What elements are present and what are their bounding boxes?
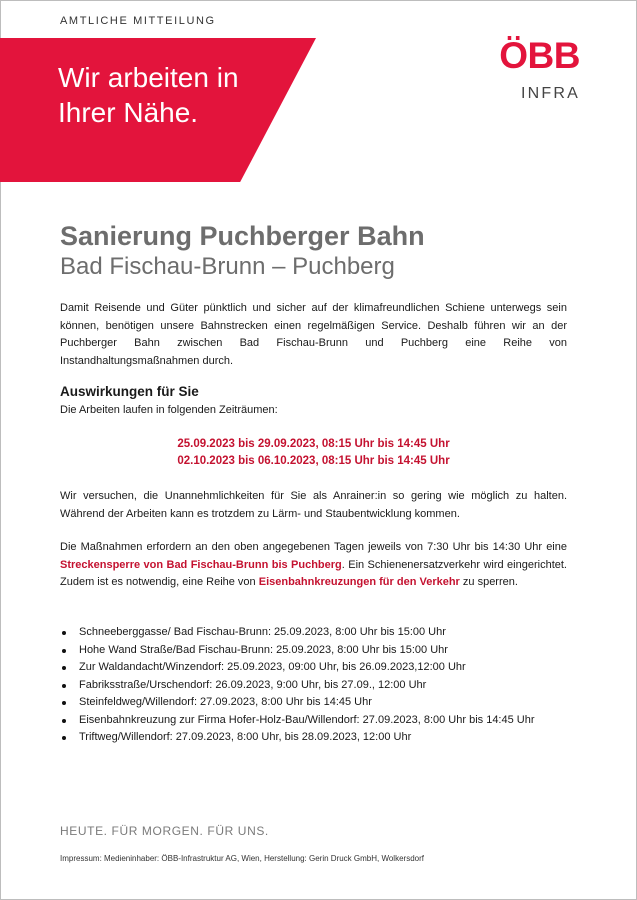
work-period: 02.10.2023 bis 06.10.2023, 08:15 Uhr bis 14:45 Uhr (177, 455, 450, 467)
closure-text: Schneeberggasse/ Bad Fischau-Brunn: 25.09.2023, 8:00 Uhr bis 15:00 Uhr (79, 626, 446, 638)
obb-infra-logo (480, 35, 582, 104)
list-item (60, 694, 570, 712)
work-periods (60, 436, 567, 470)
list-item (60, 624, 570, 642)
logo-wordmark: ÖBB (499, 35, 580, 76)
bullet-icon (62, 701, 66, 705)
bullet-icon (62, 631, 66, 635)
list-item (60, 659, 570, 677)
closure-text: Fabriksstraße/Urschendorf: 26.09.2023, 9:00 Uhr, bis 27.09., 12:00 Uhr (79, 678, 427, 691)
crossings-highlight: Eisenbahnkreuzungen für den Verkehr (258, 576, 460, 588)
bullet-icon (62, 649, 66, 653)
list-item (60, 729, 570, 747)
list-item (60, 642, 570, 660)
measures-paragraph (60, 539, 567, 592)
footer-imprint: Impressum: Medieninhaber: ÖBB-Infrastruktur AG, Wien, Herstellung: Gerin Druck GmbH, Wolkersdorf (60, 854, 424, 863)
hero-title: Wir arbeiten in Ihrer Nähe. (58, 62, 239, 128)
line-closure-highlight: Streckensperre von Bad Fischau-Brunn bis Puchberg (60, 558, 342, 571)
measures-text: zu sperren. (459, 576, 518, 588)
intro-paragraph: Damit Reisende und Güter pünktlich und sicher auf der klimafreundlichen Schiene unterwegs sein können, benötigen unsere Bahnstrecken einen regelmäßigen Service. Deshalb führen wir an der Puchberger Bahn zwischen Bad Fischau-Brunn und Puchberg eine Reihe von Instandhaltungsmaßnahmen durch. (60, 302, 567, 367)
work-period: 25.09.2023 bis 29.09.2023, 08:15 Uhr bis 14:45 Uhr (177, 438, 450, 450)
bullet-icon (62, 736, 66, 740)
footer-slogan: HEUTE. FÜR MORGEN. FÜR UNS. (60, 824, 269, 838)
bullet-icon (62, 719, 66, 723)
apology-paragraph: Wir versuchen, die Unannehmlichkeiten für Sie als Anrainer:in so gering wie möglich zu halten. Während der Arbeiten kann es trotzdem zu Lärm- und Staubentwicklung kommen. (60, 490, 567, 520)
page-title: Sanierung Puchberger Bahn (60, 221, 425, 251)
closure-list (60, 624, 570, 747)
section-title: Auswirkungen für Sie (60, 384, 199, 399)
section-lead: Die Arbeiten laufen in folgenden Zeiträumen: (60, 404, 278, 416)
closure-text: Triftweg/Willendorf: 27.09.2023, 8:00 Uhr, bis 28.09.2023, 12:00 Uhr (79, 731, 412, 743)
measures-text: . Ein Schienenersatzverkehr wird eingerichtet. Zudem ist es notwendig, eine Reihe von (60, 558, 567, 588)
measures-text: Die Maßnahmen erfordern an den oben angegebenen Tagen jeweils von 7:30 Uhr bis 14:30 Uhr eine (60, 541, 567, 553)
bullet-icon (62, 684, 66, 688)
closure-text: Steinfeldweg/Willendorf: 27.09.2023, 8:00 Uhr bis 14:45 Uhr (79, 696, 372, 708)
closure-text: Eisenbahnkreuzung zur Firma Hofer-Holz-Bau/Willendorf: 27.09.2023, 8:00 Uhr bis 14:45 Uhr (79, 713, 535, 726)
list-item (60, 677, 570, 695)
page-subtitle: Bad Fischau-Brunn – Puchberg (60, 253, 395, 280)
bullet-icon (62, 666, 66, 670)
notice-kicker: AMTLICHE MITTEILUNG (60, 15, 216, 27)
closure-text: Zur Waldandacht/Winzendorf: 25.09.2023, 09:00 Uhr, bis 26.09.2023,12:00 Uhr (79, 661, 466, 673)
logo-subtitle: INFRA (521, 85, 580, 102)
closure-text: Hohe Wand Straße/Bad Fischau-Brunn: 25.09.2023, 8:00 Uhr bis 15:00 Uhr (79, 643, 448, 656)
list-item (60, 712, 570, 730)
